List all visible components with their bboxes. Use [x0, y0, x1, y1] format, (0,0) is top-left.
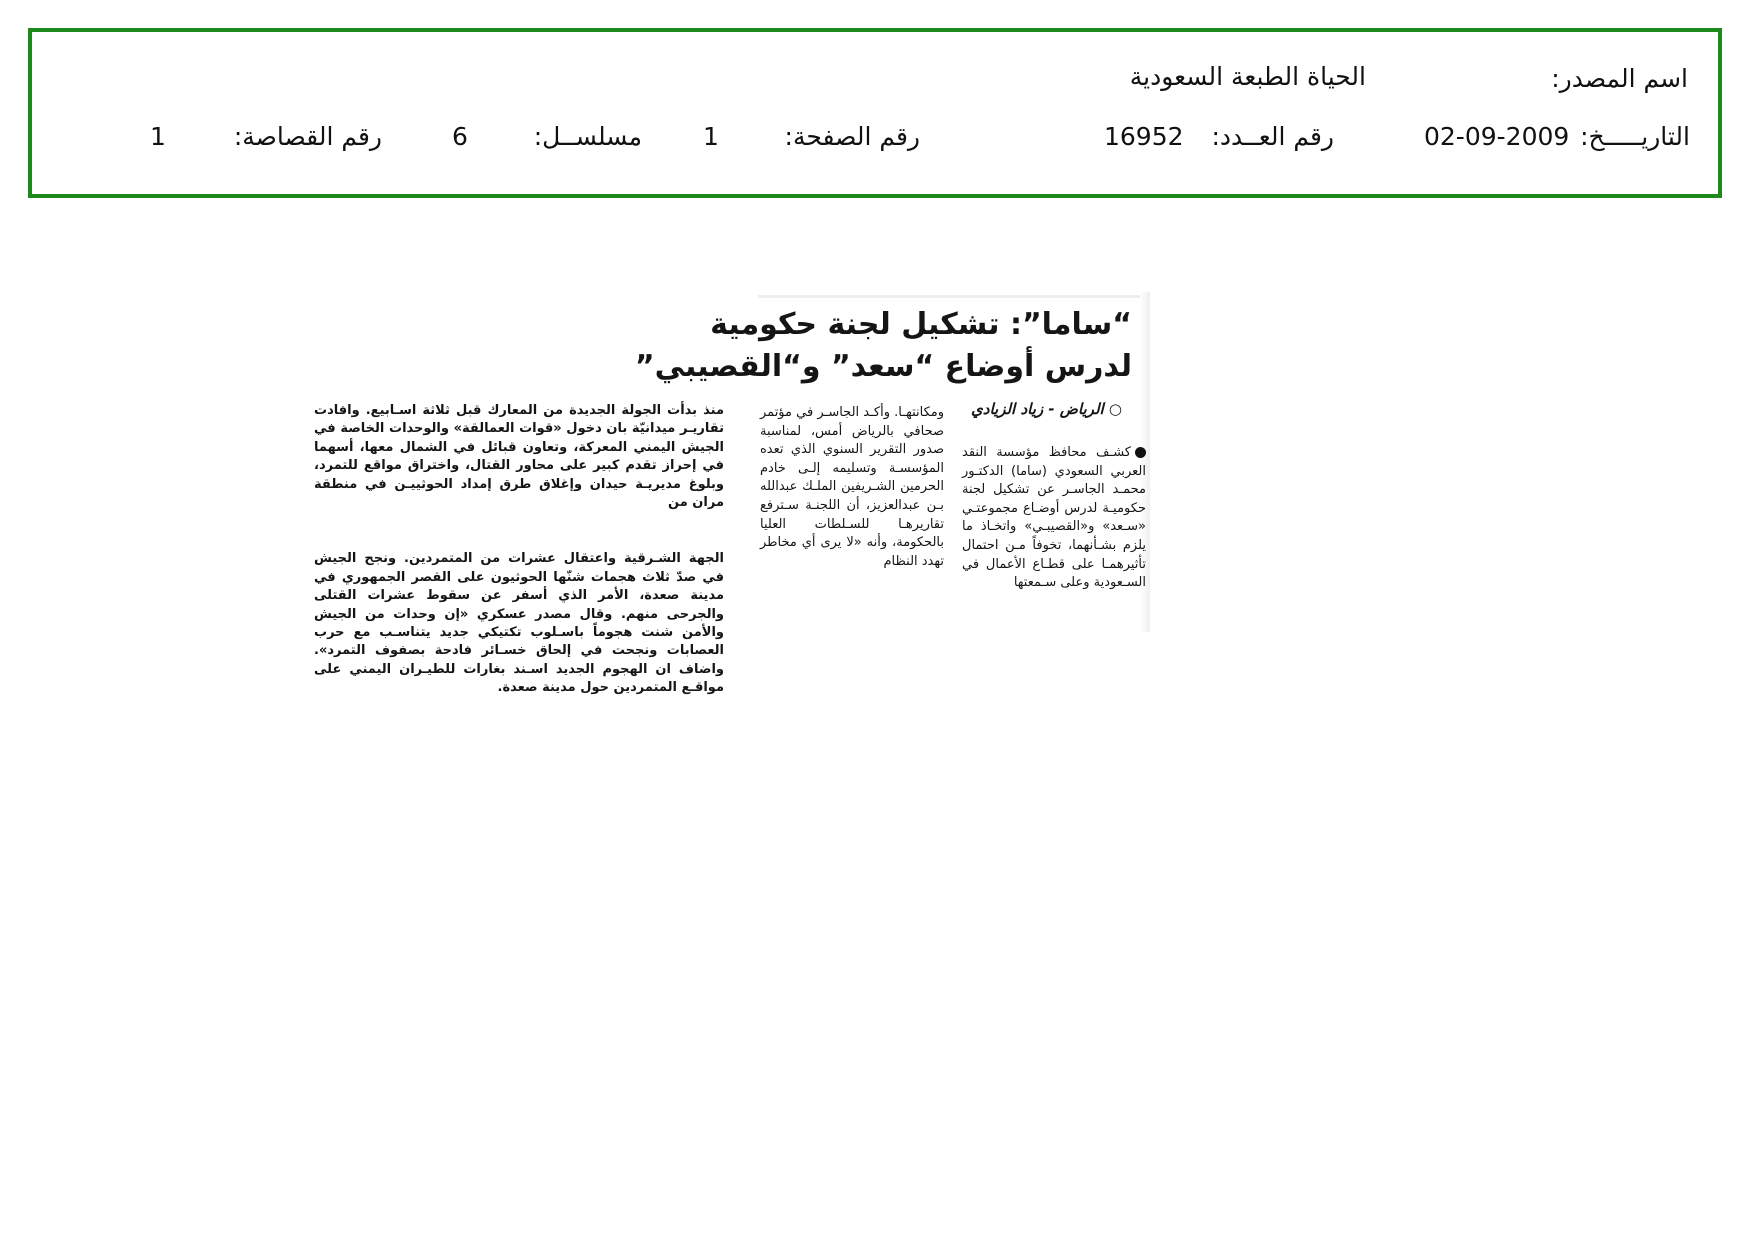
article-column-middle-text: ومكانتهـا. وأكـد الجاسـر في مؤتمر صحافي بالرياض أمس، لمناسبة صدور التقرير السنوي الذي تعده المؤسسـة وتسليمه إلـى خادم الحرمين الشـريفين الملـك عبدالله بـن عبدالعزيز، أن اللجنـة سـترفع تقاريرهـا للسـلطات العليا بالحكومة، وأنه «لا يرى أي مخاطر تهدد النظام — [760, 405, 944, 569]
clip-label: رقم القصاصة: — [233, 122, 382, 151]
source-value: الحياة الطبعة السعودية — [1129, 62, 1366, 91]
page-label: رقم الصفحة: — [784, 122, 920, 151]
date-label: التاريـــــخ: — [1580, 122, 1690, 151]
serial-label: مسلســل: — [533, 122, 642, 151]
article-column-left-paragraph-1: منذ بدأت الجولة الجديدة من المعارك قبل ثلاثة اسـابيع. وافادت تقاريـر ميدانيّة بان دخول «قوات العمالقة» والوحدات الخاصة في الجيش اليمني المعركة، وتعاون قبائل في الشمال معها، أسهما في إحراز تقدم كبير على محاور القتال، واختراق مواقع للتمرد، وبلوغ مديريـة حيدان وإغلاق طرق إمداد الحوثييـن في منطقة مران من — [314, 403, 724, 511]
headline-line-2: لدرس أوضاع “سعد” و“القصيبي” — [634, 349, 1132, 384]
article-column-middle — [760, 404, 944, 571]
article-headline — [634, 295, 1150, 387]
issue-label: رقم العــدد: — [1211, 122, 1334, 151]
date-value: 02-09-2009 — [1424, 122, 1570, 151]
article-byline: ○ الرياض - زياد الزيادي — [971, 400, 1122, 418]
article-column-left-paragraph-2: الجهة الشـرقية واعتقال عشرات من المتمردين. ونجح الجيش في صدّ ثلاث هجمات شنّها الحوثيون على القصر الجمهوري في مدينة صعدة، الأمر الذي أسفر عن سقوط عشرات القتلى والجرحى منهم. وقال مصدر عسكري «إن وحدات من الجيش والأمن شنت هجوماً باسـلوب تكتيكي جديد يتناسـب مع حرب العصابات ونجحت في إلحاق خسـائر فادحة بصفوف التمرد». واضاف ان الهجوم الجديد اسـند بغارات للطيـران اليمني على مواقـع المتمردين حول مدينة صعدة. — [314, 551, 724, 696]
article-column-left — [314, 402, 724, 698]
headline-line-1: “ساما”: تشكيل لجنة حكومية — [710, 307, 1132, 342]
article-column-right-text: كشـف محافظ مؤسسة النقد العربي السعودي (ساما) الدكتـور محمـد الجاسـر عن تشكيل لجنة حكوميـة لدرس أوضـاع مجموعتـي «سـعد» و«القصيبـي» واتخـاذ ما يلزم بشـأنهما، تخوفاً مـن احتمال تأثيرهمـا على قطـاع الأعمال في السـعودية وعلى سـمعتها — [962, 445, 1146, 591]
clip-value: 1 — [150, 122, 166, 151]
serial-value: 6 — [452, 122, 468, 151]
metadata-header-box — [28, 28, 1722, 198]
page-value: 1 — [703, 122, 719, 151]
issue-value: 16952 — [1104, 122, 1184, 151]
bullet-icon — [1135, 447, 1146, 458]
source-label: اسم المصدر: — [1551, 64, 1688, 93]
article-column-right — [962, 444, 1146, 593]
